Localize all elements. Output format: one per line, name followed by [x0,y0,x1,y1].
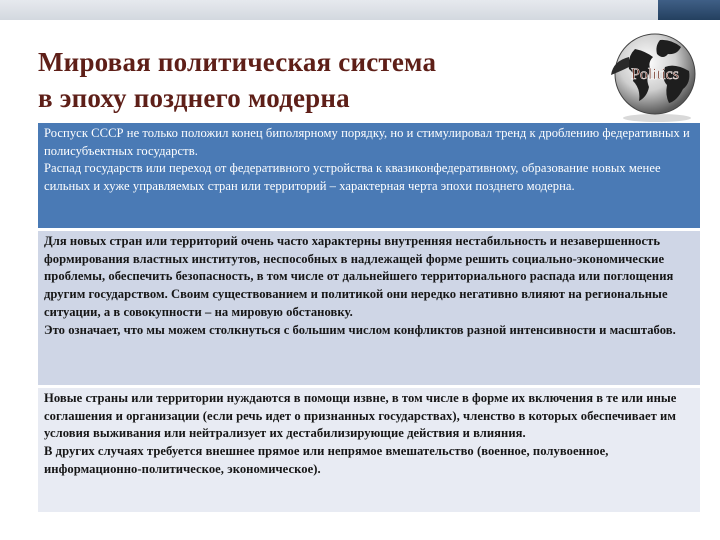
text-box-3 [38,388,700,512]
box2-paragraph-2: Это означает, что мы можем столкнуться с большим числом конфликтов разной интенсивности и масштабов. [44,322,676,337]
box3-paragraph-1: Новые страны или территории нуждаются в помощи извне, в том числе в форме их включения в те или иные соглашения и организации (если речь идет о признанных государствах), членство в которых обеспечивает им условия выживания или нейтрализует их дестабилизирующие действия и влияния. [44,391,677,441]
top-decor-bar [0,0,720,22]
top-bar-light-segment [0,0,660,20]
text-box-1 [38,123,700,228]
box3-paragraph-2: В других случаях требуется внешнее прямое или непрямое вмешательство (военное, полувоенное, информационно-политическое, экономическое). [44,444,609,476]
globe-logo-icon [605,27,710,125]
globe-logo-graphic [605,27,710,125]
box1-paragraph-2: Распад государств или переход от федеративного устройства к квазиконфедеративному, образование новых менее сильных и хуже управляемых стран или территорий – характерная черта эпохи позднего модерна. [44,161,661,194]
top-bar-dark-segment [658,0,720,20]
logo-text: Politics [630,66,680,83]
box2-paragraph-1: Для новых стран или территорий очень часто характерны внутренняя нестабильность и незавершенность формирования властных институтов, неспособных в надлежащей форме решить социально-экономические проблемы, обеспечить безопасность, в том числе от дальнейшего территориального распада или поглощения другим государством. Своим существованием и политикой они нередко негативно влияют на региональные ситуации, а в совокупности – на мировую обстановку. [44,234,674,319]
slide-title [38,44,558,116]
title-line-2: в эпоху позднего модерна [38,83,350,113]
text-box-2 [38,231,700,385]
title-line-1: Мировая политическая система [38,47,437,77]
box1-paragraph-1: Роспуск СССР не только положил конец биполярному порядку, но и стимулировал тренд к дроблению федеративных и полисубъектных государств. [44,126,690,158]
